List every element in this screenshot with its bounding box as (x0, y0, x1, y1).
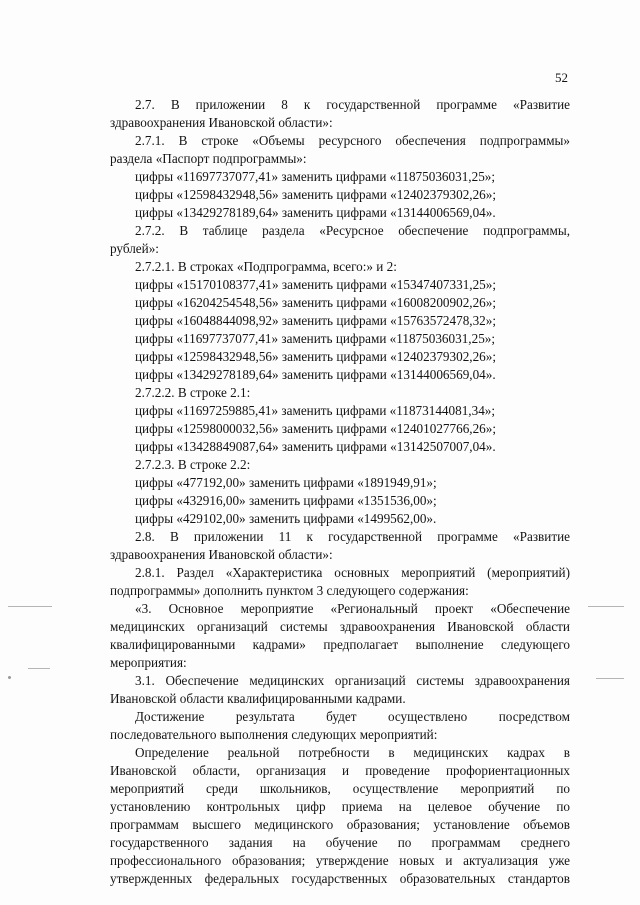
scan-artifact-right-line (596, 678, 624, 679)
text-line: цифры «16204254548,56» заменить цифрами «16008200902,26»; (135, 295, 497, 310)
text-line: подпрограммы» дополнить пунктом 3 следующего содержания: (110, 583, 469, 598)
text-line: 2.7.1. В строке «Объемы ресурсного обеспечения подпрограммы» (135, 133, 570, 148)
text-line: цифры «12598432948,56» заменить цифрами «12402379302,26»; (135, 349, 497, 364)
text-line: квалифицированными кадрами» предполагает выполнение следующего (110, 637, 570, 652)
text-line: 3.1. Обеспечение медицинских организаций системы здравоохранения (135, 673, 570, 688)
text-line: профессионального образования; утверждение новых и актуализация уже (110, 853, 570, 868)
text-line: 2.7.2.2. В строке 2.1: (135, 385, 251, 400)
text-line: здравоохранения Ивановской области»: (110, 547, 333, 562)
scan-artifact-right-line (588, 606, 624, 607)
text-line: Достижение результата будет осуществлено посредством (135, 709, 570, 724)
scan-artifact-left-line (28, 668, 50, 669)
text-line: цифры «11697737077,41» заменить цифрами «11875036031,25»; (135, 169, 496, 184)
text-line: цифры «11697737077,41» заменить цифрами «11875036031,25»; (135, 331, 496, 346)
text-line: государственного задания на обучение по программам среднего (110, 835, 570, 850)
text-line: Определение реальной потребности в медицинских кадрах в (135, 745, 570, 760)
document-body (110, 96, 570, 888)
text-line: рублей»: (110, 241, 159, 256)
text-line: 2.7. В приложении 8 к государственной программе «Развитие (135, 97, 570, 112)
text-line: цифры «432916,00» заменить цифрами «1351536,00»; (135, 493, 437, 508)
scan-artifact-left-line (8, 606, 52, 607)
text-line: последовательного выполнения следующих мероприятий: (110, 727, 438, 742)
text-line: цифры «477192,00» заменить цифрами «1891949,91»; (135, 475, 437, 490)
text-line: 2.7.2.1. В строках «Подпрограмма, всего:» и 2: (135, 259, 397, 274)
text-line: медицинских организаций системы здравоохранения Ивановской области (110, 619, 570, 634)
text-line: цифры «16048844098,92» заменить цифрами «15763572478,32»; (135, 313, 497, 328)
text-line: утвержденных федеральных государственных образовательных стандартов (110, 871, 570, 886)
text-line: мероприятий среди школьников, осуществление мероприятий по (110, 781, 570, 796)
text-line: цифры «11697259885,41» заменить цифрами «11873144081,34»; (135, 403, 496, 418)
text-line: цифры «13429278189,64» заменить цифрами «13144006569,04». (135, 205, 496, 220)
text-line: Ивановской области, организация и проведение профориентационных (110, 763, 570, 778)
text-line: цифры «429102,00» заменить цифрами «1499562,00». (135, 511, 437, 526)
text-line: 2.7.2.3. В строке 2.2: (135, 457, 251, 472)
text-line: цифры «15170108377,41» заменить цифрами «15347407331,25»; (135, 277, 497, 292)
text-line: «3. Основное мероприятие «Региональный проект «Обеспечение (135, 601, 570, 616)
page-number: 52 (555, 70, 568, 85)
text-line: раздела «Паспорт подпрограммы»: (110, 151, 307, 166)
text-line: цифры «13429278189,64» заменить цифрами «13144006569,04». (135, 367, 496, 382)
text-line: 2.8.1. Раздел «Характеристика основных мероприятий (мероприятий) (135, 565, 570, 580)
text-line: программам высшего медицинского образования; установление объемов (110, 817, 570, 832)
text-line: цифры «13428849087,64» заменить цифрами «13142507007,04». (135, 439, 496, 454)
text-line: цифры «12598000032,56» заменить цифрами «12401027766,26»; (135, 421, 497, 436)
text-line: здравоохранения Ивановской области»: (110, 115, 333, 130)
text-line: установлению контрольных цифр приема на целевое обучение по (110, 799, 570, 814)
text-line: Ивановской области квалифицированными кадрами. (110, 691, 406, 706)
scan-artifact-left-dot (8, 676, 11, 679)
text-line: 2.8. В приложении 11 к государственной программе «Развитие (135, 529, 570, 544)
text-line: 2.7.2. В таблице раздела «Ресурсное обеспечение подпрограммы, (135, 223, 570, 238)
text-line: мероприятия: (110, 655, 187, 670)
text-line: цифры «12598432948,56» заменить цифрами «12402379302,26»; (135, 187, 497, 202)
